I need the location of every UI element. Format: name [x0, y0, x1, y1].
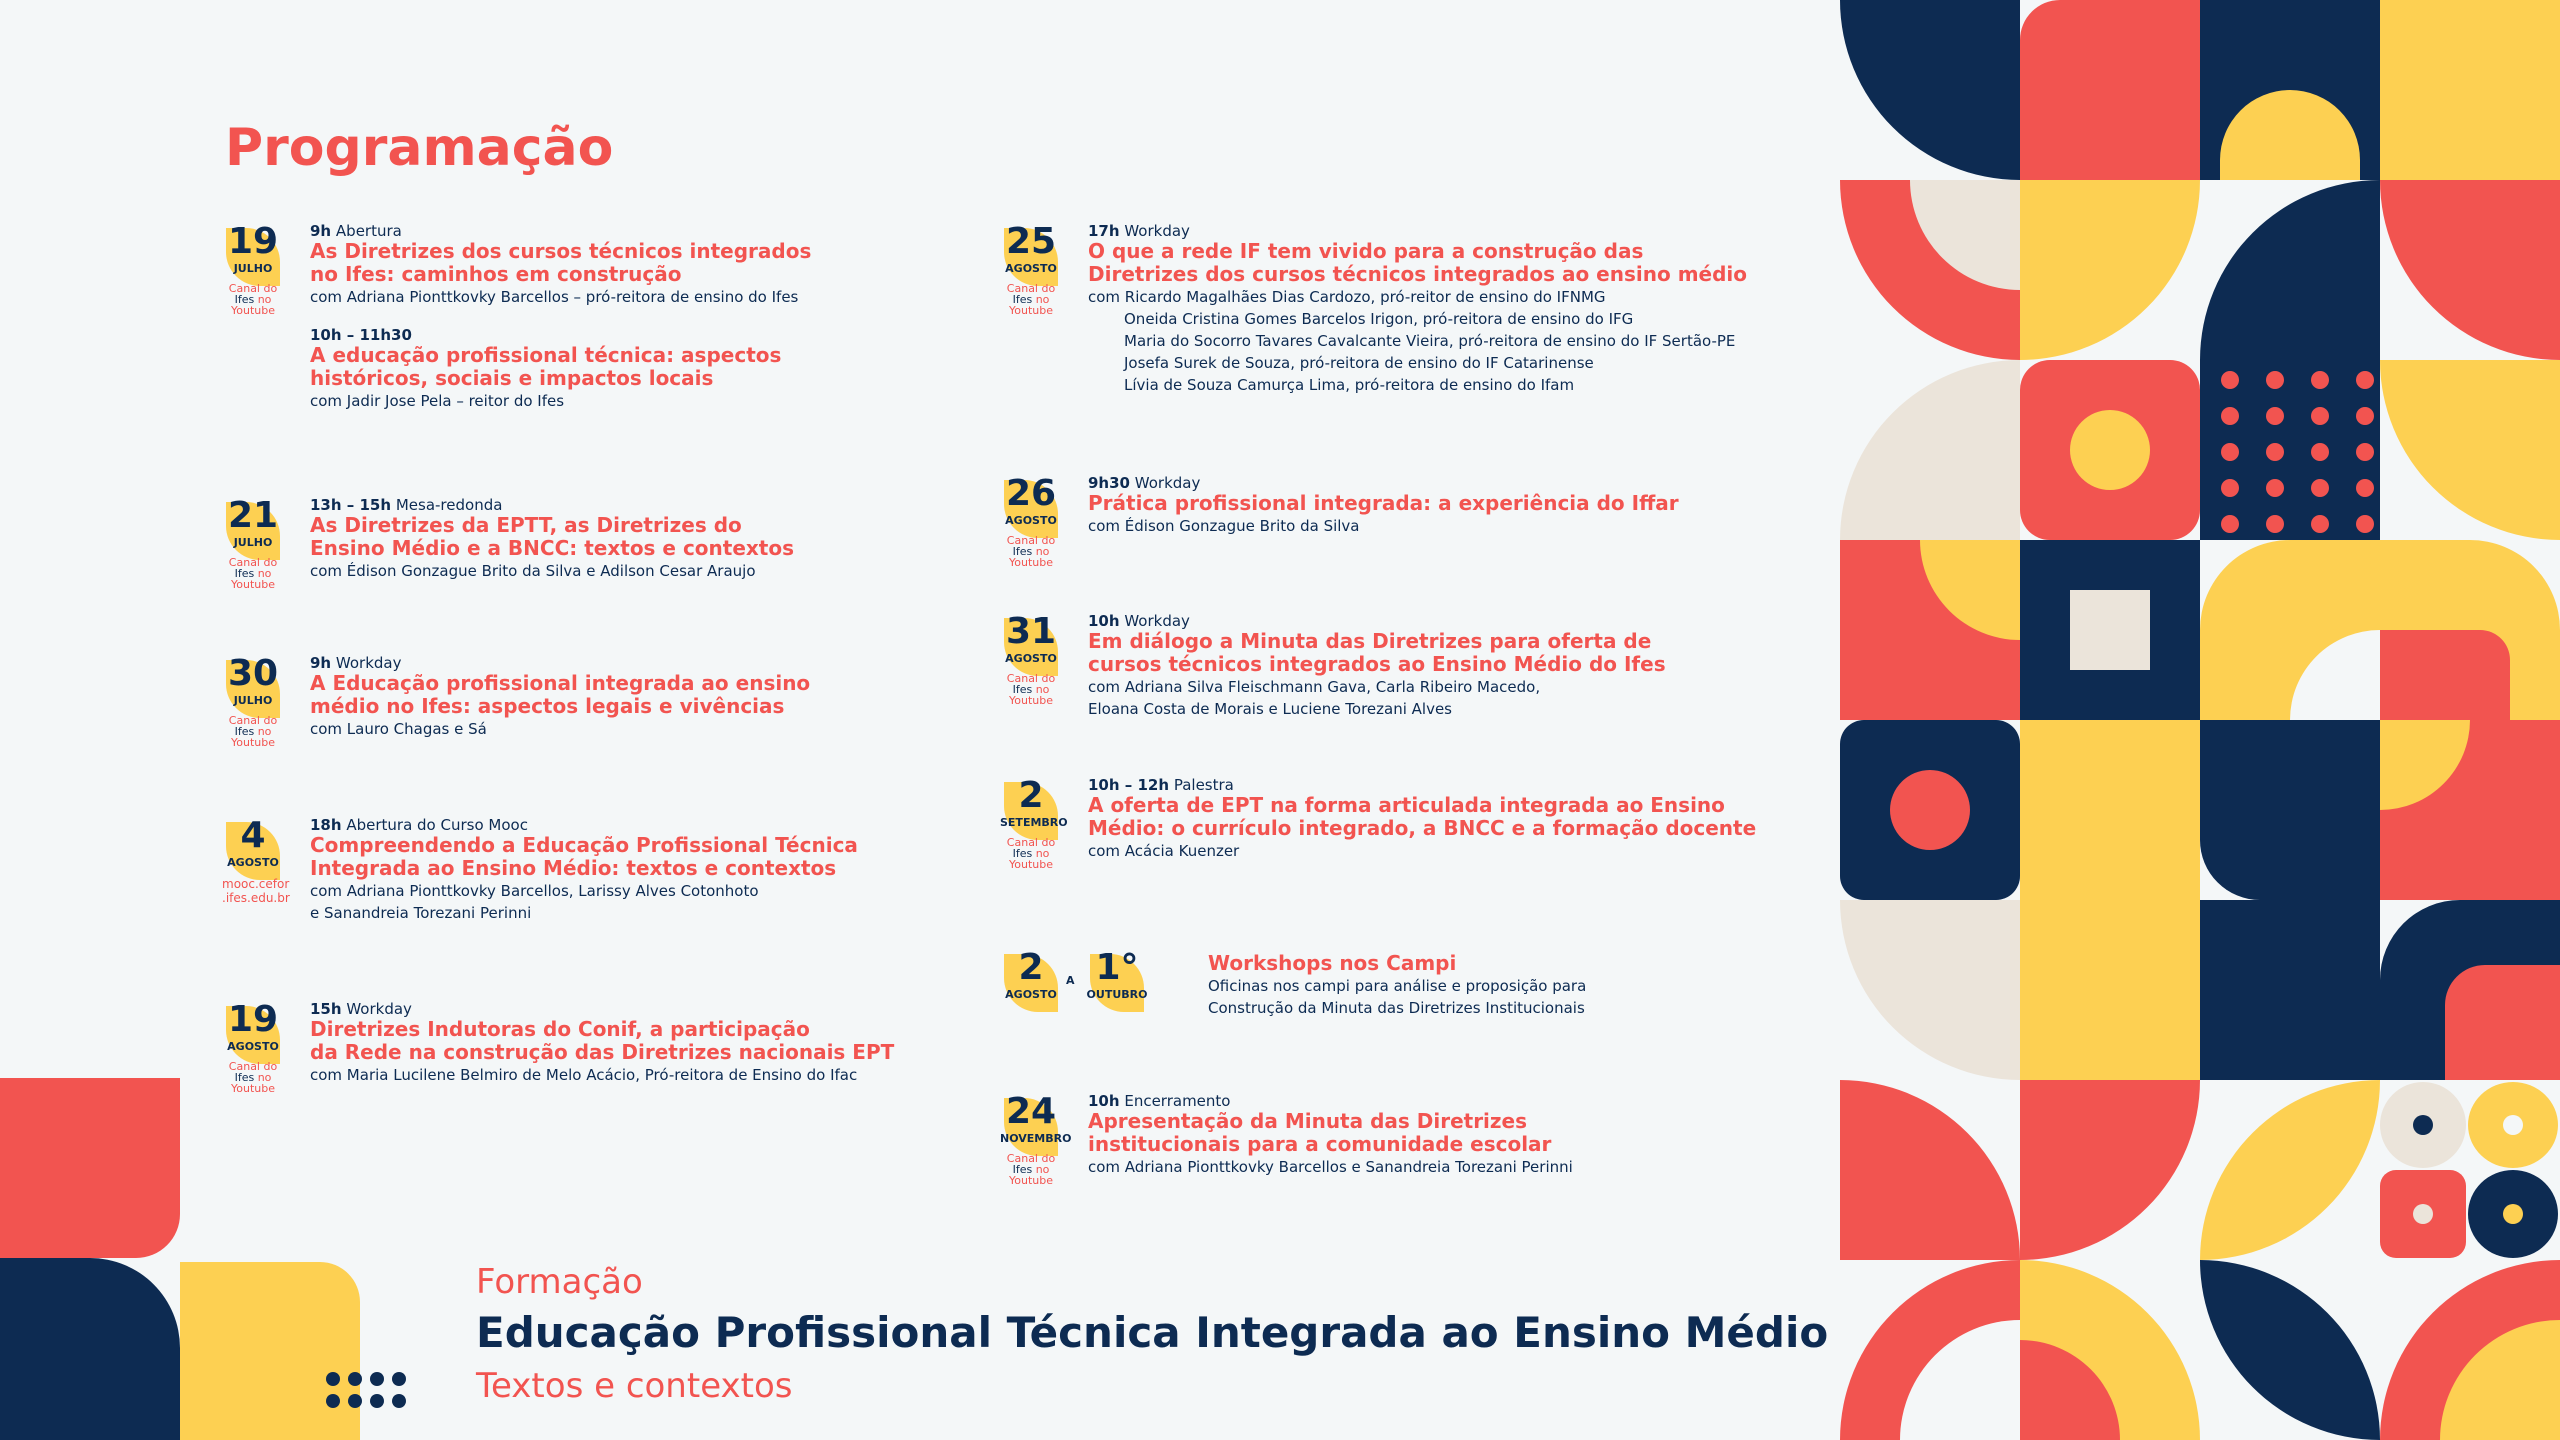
event-title: A educação profissional técnica: aspectos históricos, sociais e impactos locais	[310, 343, 782, 390]
event-session	[1088, 612, 1808, 720]
event-body	[310, 1000, 1030, 1086]
badge-day: 24	[1005, 1091, 1057, 1132]
event-speakers: com Adriana Pionttkovky Barcellos – pró-reitora de ensino do Ifes	[310, 288, 799, 306]
event-source: Canal do Ifes no Youtube	[228, 282, 278, 317]
badge-day: 31	[1005, 611, 1057, 652]
event-source: Canal do Ifes no Youtube	[1006, 836, 1056, 871]
event-speakers: com Maria Lucilene Belmiro de Melo Acácio, Pró-reitora de Ensino do Ifac	[310, 1066, 858, 1084]
event-time: 10h – 12h Palestra	[1088, 776, 1234, 794]
event-description: Oficinas nos campi para análise e proposição para Construção da Minuta das Diretrizes Institucionais	[1208, 977, 1587, 1017]
event-body	[310, 222, 1030, 412]
event-speakers: com Acácia Kuenzer	[1088, 842, 1240, 860]
event-title: Prática profissional integrada: a experiência do Iffar	[1088, 491, 1679, 515]
event-body	[1088, 474, 1808, 537]
event-speaker-extra: Maria do Socorro Tavares Cavalcante Vieira, pró-reitora de ensino do IF Sertão-PE	[1124, 332, 1736, 350]
event-body	[1088, 222, 1808, 396]
event-session	[310, 654, 1030, 740]
event-time: 10h – 11h30	[310, 326, 412, 344]
event-session	[310, 326, 1030, 412]
badge-month: JULHO	[233, 536, 273, 549]
event-body	[310, 654, 1030, 740]
event-session	[310, 816, 1030, 924]
badge-month: JULHO	[233, 694, 273, 707]
event-session	[1088, 474, 1808, 537]
event-time: 13h – 15h Mesa-redonda	[310, 496, 503, 514]
date-range-connector: A	[1066, 974, 1075, 987]
event-source: Canal do Ifes no Youtube	[1006, 282, 1056, 317]
event-title: A oferta de EPT na forma articulada integrada ao Ensino Médio: o currículo integrado, a BNCC e a formação docente	[1088, 793, 1757, 840]
event-title: Diretrizes Indutoras do Conif, a participação da Rede na construção das Diretrizes nacionais EPT	[310, 1017, 895, 1064]
date-badge	[1000, 1091, 1072, 1187]
event-session	[1088, 776, 1808, 862]
event-speaker-extra: Josefa Surek de Souza, pró-reitora de ensino do IF Catarinense	[1124, 354, 1594, 372]
event-title: Em diálogo a Minuta das Diretrizes para oferta de cursos técnicos integrados ao Ensino Médio do Ifes	[1088, 629, 1666, 676]
page-title: Programação	[225, 118, 614, 178]
badge-month: AGOSTO	[1005, 652, 1057, 665]
badge-month: JULHO	[233, 262, 273, 275]
event-source: Canal do Ifes no Youtube	[1006, 672, 1056, 707]
event-time: 9h30 Workday	[1088, 474, 1201, 492]
badge-month: AGOSTO	[227, 1040, 279, 1053]
event-title: As Diretrizes da EPTT, as Diretrizes do Ensino Médio e a BNCC: textos e contextos	[310, 513, 795, 560]
date-badge	[222, 654, 284, 748]
badge-day: 1°	[1095, 947, 1139, 988]
badge-month: AGOSTO	[1005, 262, 1057, 275]
event-source: Canal do Ifes no Youtube	[1006, 534, 1056, 569]
event-body	[310, 496, 1030, 582]
date-badge	[222, 496, 284, 590]
event-title: Apresentação da Minuta das Diretrizes institucionais para a comunidade escolar	[1088, 1109, 1552, 1156]
event-session	[310, 222, 1030, 308]
badge-month: AGOSTO	[227, 856, 279, 869]
date-badge-to	[1086, 948, 1148, 1002]
event-time: 10h Encerramento	[1088, 1092, 1231, 1110]
event-body	[1088, 1092, 1808, 1178]
date-badge-from	[1000, 948, 1062, 1002]
event-speakers: com Édison Gonzague Brito da Silva e Adilson Cesar Araujo	[310, 562, 756, 580]
event-title: As Diretrizes dos cursos técnicos integrados no Ifes: caminhos em construção	[310, 239, 812, 286]
event-speakers: com Adriana Pionttkovky Barcellos, Larissy Alves Cotonhoto e Sanandreia Torezani Perinni	[310, 882, 759, 922]
date-badge	[1000, 612, 1062, 706]
event-source: Canal do Ifes no Youtube	[228, 556, 278, 591]
event-time: 9h Abertura	[310, 222, 402, 240]
date-badge	[1000, 775, 1068, 871]
decor-geometric-panel	[1840, 0, 2560, 1440]
event-speakers: com Jadir Jose Pela – reitor do Ifes	[310, 392, 565, 410]
event-title: Compreendendo a Educação Profissional Técnica Integrada ao Ensino Médio: textos e contextos	[310, 833, 858, 880]
badge-day: 2	[1018, 775, 1044, 816]
badge-day: 2	[1018, 947, 1044, 988]
date-badge	[1000, 474, 1062, 568]
badge-day: 26	[1005, 473, 1057, 514]
date-badge	[222, 815, 290, 905]
badge-month: AGOSTO	[1005, 514, 1057, 527]
event-session	[1088, 222, 1808, 396]
event-speakers: com Adriana Silva Fleischmann Gava, Carla Ribeiro Macedo, Eloana Costa de Morais e Luciene Torezani Alves	[1088, 678, 1541, 718]
badge-day: 19	[227, 999, 279, 1040]
event-body	[1088, 776, 1808, 862]
event-speakers: com Lauro Chagas e Sá	[310, 720, 487, 738]
event-time: 18h Abertura do Curso Mooc	[310, 816, 528, 834]
footer-tagline: Textos e contextos	[476, 1366, 793, 1406]
event-session	[310, 1000, 1030, 1086]
badge-month: SETEMBRO	[1000, 816, 1068, 829]
badge-day: 19	[227, 221, 279, 262]
event-time: 17h Workday	[1088, 222, 1190, 240]
badge-day: 4	[240, 815, 266, 856]
event-speakers: com Adriana Pionttkovky Barcellos e Sanandreia Torezani Perinni	[1088, 1158, 1573, 1176]
event-speaker-extra: Lívia de Souza Camurça Lima, pró-reitora de ensino do Ifam	[1124, 376, 1575, 394]
event-body	[310, 816, 1030, 924]
badge-day: 25	[1005, 221, 1057, 262]
badge-day: 21	[227, 495, 279, 536]
badge-month: OUTUBRO	[1086, 988, 1148, 1001]
footer-subtitle: Formação	[476, 1262, 643, 1302]
badge-month: NOVEMBRO	[1000, 1132, 1072, 1145]
badge-month: AGOSTO	[1005, 988, 1057, 1001]
event-body	[1088, 612, 1808, 720]
footer-title: Educação Profissional Técnica Integrada ao Ensino Médio	[476, 1308, 1829, 1357]
event-session	[1088, 1092, 1808, 1178]
event-source: Canal do Ifes no Youtube	[1006, 1152, 1056, 1187]
event-source: mooc.cefor .ifes.edu.br	[222, 877, 290, 905]
event-title: A Educação profissional integrada ao ensino médio no Ifes: aspectos legais e vivências	[310, 671, 811, 718]
event-speakers: com Édison Gonzague Brito da Silva	[1088, 517, 1360, 535]
event-time: 15h Workday	[310, 1000, 412, 1018]
event-source: Canal do Ifes no Youtube	[228, 714, 278, 749]
date-badge	[222, 222, 284, 316]
badge-day: 30	[227, 653, 279, 694]
event-title: Workshops nos Campi	[1208, 951, 1457, 975]
event-session	[310, 496, 1030, 582]
event-time: 10h Workday	[1088, 612, 1190, 630]
date-badge	[1000, 222, 1062, 316]
event-source: Canal do Ifes no Youtube	[228, 1060, 278, 1095]
event-title: O que a rede IF tem vivido para a construção das Diretrizes dos cursos técnicos integrados ao ensino médio	[1088, 239, 1748, 286]
date-badge	[222, 1000, 284, 1094]
event-time: 9h Workday	[310, 654, 402, 672]
event-speakers: com Ricardo Magalhães Dias Cardozo, pró-reitor de ensino do IFNMG	[1088, 288, 1606, 306]
event-speaker-extra: Oneida Cristina Gomes Barcelos Irigon, pró-reitora de ensino do IFG	[1124, 310, 1634, 328]
